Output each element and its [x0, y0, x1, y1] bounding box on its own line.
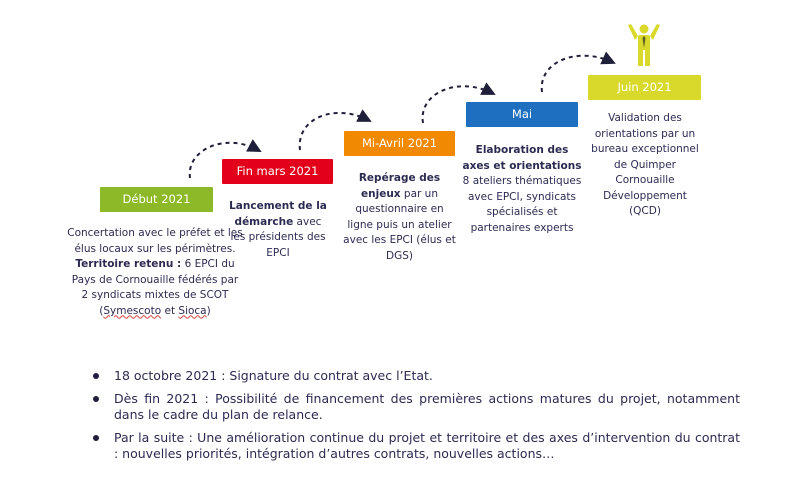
next-steps-list: [90, 368, 740, 469]
list-item: 18 octobre 2021 : Signature du contrat avec l’Etat.: [90, 368, 740, 384]
stage-1-description: Concertation avec le préfet et les élus locaux sur les périmètres. Territoire retenu : 6 EPCI du Pays de Cornouaille fédérés par 2 syndicats mixtes de SCOT (Symescoto et Sioca): [67, 227, 243, 317]
stage-3-description: Repérage des enjeux par un questionnaire en ligne puis un atelier avec les EPCI (élus et DGS): [343, 172, 456, 262]
stage-4-description: Elaboration des axes et orientations 8 ateliers thématiques avec EPCI, syndicats spécialisés et partenaires experts: [462, 144, 582, 234]
stage-juin-2021: Juin 2021: [588, 75, 701, 100]
stage-2-description: Lancement de la démarche avec les présidents des EPCI: [229, 200, 327, 259]
stage-mi-avril-2021: Mi-Avril 2021: [344, 131, 455, 156]
stage-fin-mars-2021: Fin mars 2021: [222, 159, 333, 184]
list-item: Par la suite : Une amélioration continue du projet et territoire et des axes d’intervention du contrat : nouvelles priorités, intégration d’autres contrats, nouvelles actions…: [90, 430, 740, 462]
bullet-icon: [93, 435, 99, 441]
list-item: Dès fin 2021 : Possibilité de financement des premières actions matures du projet, notamment dans le cadre du plan de relance.: [90, 391, 740, 423]
person-raising-arms-icon: [625, 24, 663, 68]
bullet-icon: [93, 373, 99, 379]
bullet-icon: [93, 396, 99, 402]
stage-debut-2021: Début 2021: [100, 187, 213, 212]
stage-mai: Mai: [466, 102, 578, 127]
stage-5-description: Validation des orientations par un bureau exceptionnel de Quimper Cornouaille Développement (QCD): [591, 112, 699, 217]
